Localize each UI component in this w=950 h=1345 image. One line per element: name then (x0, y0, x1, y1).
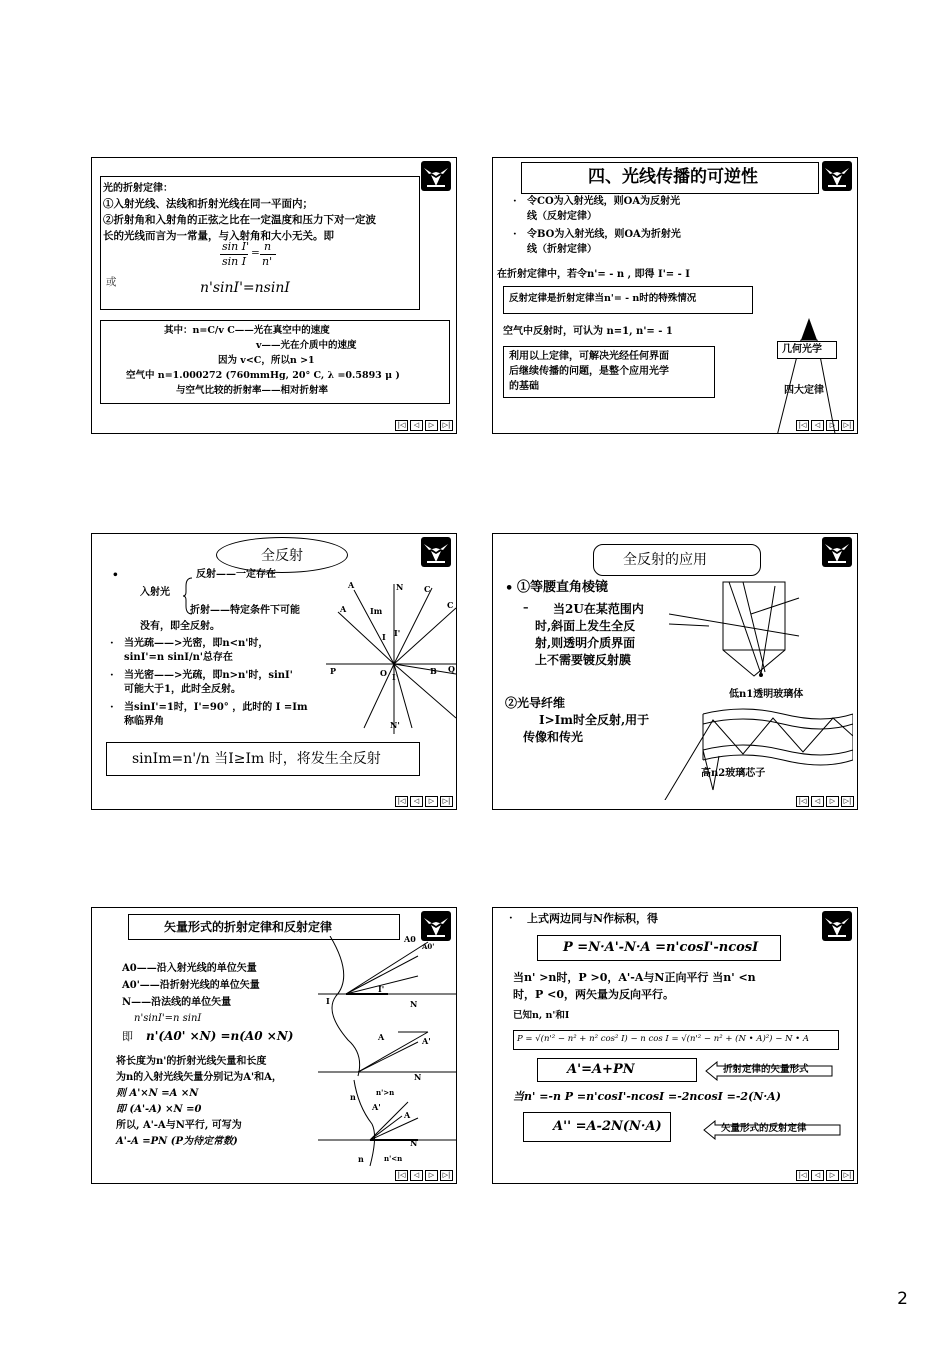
special-case-text: 反射定律是折射定律当n'= - n时的特殊情况 (509, 293, 697, 304)
vd-n2: n (358, 1154, 364, 1164)
reverse-line-4: 空气中反射时，可认为 n=1, n'= - 1 (503, 326, 673, 337)
page-number: 2 (897, 1289, 908, 1309)
logo-icon (822, 161, 852, 191)
reverse-line-3: 在折射定律中，若令n'= - n , 即得 I'= - I (497, 269, 690, 280)
slide-vector-laws (91, 907, 457, 1184)
law-title: 光的折射定律： (103, 183, 173, 194)
vd-Ap: A' (422, 1036, 431, 1046)
vd-A0: A0 (404, 934, 416, 944)
first-slide-button[interactable]: |◁ (796, 420, 809, 431)
bullet-0: • (112, 569, 119, 581)
sign-line-1: 当n' >n时，P >0，A'-A与N正向平行 当n' <n (513, 971, 756, 984)
incident-label: 入射光 (140, 587, 170, 598)
vector-3: 则 A'×N =A ×N (116, 1088, 199, 1099)
snell-law: n'sinI'=n sinI (134, 1013, 202, 1024)
bullet-2: · (110, 669, 114, 681)
sign-line-2: 时，P <0，两矢量为反向平行。 (513, 988, 674, 1001)
vector-1: 将长度为n'的折射光线矢量和长度 (116, 1056, 267, 1067)
def-4: 空气中 n=1.000272 (760mmHg, 20° C, λ =0.5893 μ ) (126, 370, 400, 381)
prism-desc-2: 时,斜面上发生全反 (535, 619, 636, 633)
slide-nav (395, 796, 453, 807)
vd-nlt: n'<n (384, 1154, 403, 1163)
next-slide-button[interactable]: ▷ (425, 420, 438, 431)
refraction-vector-label: 折射定律的矢量形式 (723, 1064, 809, 1075)
prism-desc-1: 当2U在某范围内 (553, 602, 644, 616)
reverse-line-2: 令BO为入射光线，则OA为折射光 (527, 229, 681, 240)
bullet-prism: • (505, 581, 514, 596)
logo-icon (822, 911, 852, 941)
prism-desc-3: 射,则透明介质界面 (535, 636, 636, 650)
slide-reversibility (492, 157, 858, 434)
point-2b: 可能大于1，此时全反射。 (124, 684, 241, 695)
vd-Ap2: A' (372, 1102, 381, 1112)
diagram-label-Np: N' (390, 720, 400, 730)
foundation-3: 的基础 (509, 381, 539, 392)
def-n: N——沿法线的单位矢量 (122, 997, 232, 1008)
vd-N3: N (410, 1138, 418, 1148)
first-slide-button[interactable]: |◁ (395, 796, 408, 807)
slide-nav (796, 420, 854, 431)
diagram-label-B: B (430, 666, 437, 676)
vector-4: 即 (A'-A) ×N =0 (116, 1104, 202, 1115)
vd-Ip: I' (378, 984, 385, 994)
snell-formula: n'sinI'=nsinI (200, 280, 290, 296)
optics-pyramid-diagram (771, 314, 851, 434)
slide-total-reflection (91, 533, 457, 810)
slide-title: 矢量形式的折射定律和反射定律 (164, 920, 333, 934)
four-laws-text: 四大定律 (784, 385, 824, 396)
slide-nav (395, 1170, 453, 1181)
vector-6: A'-A =PN (P为待定常数) (116, 1136, 238, 1147)
or-label: 或 (106, 276, 117, 288)
next-slide-button[interactable]: ▷ (425, 1170, 438, 1181)
point-1b: sinI'=n sinI/n'总存在 (124, 652, 233, 663)
ji-label: 即 (122, 1030, 133, 1043)
refraction-label-2: 没有，即全反射。 (140, 621, 220, 632)
def-2: v——光在介质中的速度 (256, 340, 357, 351)
vector-2: 为n的入射光线矢量分别记为A'和A， (116, 1072, 282, 1083)
diagram-label-Ip2: I' (392, 672, 399, 682)
bullet-3: · (110, 701, 114, 713)
point-3: 当sinI'=1时，I'=90° ，此时的 I =Im (124, 702, 308, 713)
def-1: 其中：n=C/v C——光在真空中的速度 (164, 325, 330, 336)
slide-refraction-law (91, 157, 457, 434)
frac-top-left: sin I' (222, 240, 250, 253)
law-line-3: 长的光线而言为一常量，与入射角和大小无关。即 (103, 230, 334, 242)
prev-slide-button[interactable]: ◁ (410, 796, 423, 807)
diagram-label-I: I (382, 632, 386, 642)
diagram-label-P: P (330, 666, 337, 676)
diagram-label-C: C (424, 584, 431, 594)
first-slide-button[interactable]: |◁ (796, 796, 809, 807)
high-index-label: 高n2玻璃芯子 (701, 768, 766, 779)
logo-icon (421, 161, 451, 191)
vector-5: 所以, A'-A与N平行, 可写为 (116, 1120, 242, 1131)
slide-nav (796, 1170, 854, 1181)
vd-A2: A (404, 1110, 411, 1120)
known-values: 已知n, n'和I (513, 1010, 570, 1021)
p-expansion: P = √(n'² − n² + n² cos² I) − n cos I = √(n'² − n² + (N • A)²) − N • A (517, 1034, 810, 1044)
diagram-label-Im: Im (370, 606, 383, 616)
diagram-label-O: O (380, 668, 387, 678)
optical-fiber-diagram (653, 700, 853, 800)
bullet-1: · (513, 195, 517, 207)
reflection-derivation: 当n' =-n P =n'cosI'-ncosI =-2ncosI =-2(N·A) (513, 1090, 781, 1103)
vd-N1: N (410, 999, 418, 1009)
last-slide-button[interactable]: ▷| (841, 420, 854, 431)
next-slide-button[interactable]: ▷ (826, 420, 839, 431)
fiber-desc-2: 传像和传光 (523, 730, 584, 744)
fiber-desc-1: I>Im时全反射,用于 (539, 713, 650, 727)
fiber-heading: ②光导纤维 (505, 696, 566, 710)
point-1: 当光疏——>光密，即n<n'时， (124, 638, 269, 649)
vd-ngt: n'>n (376, 1088, 395, 1097)
foundation-1: 利用以上定律，可解决光经任何界面 (509, 351, 669, 362)
slide-nav (796, 796, 854, 807)
slide-title-bubble: 全反射 (216, 537, 348, 573)
frac-bottom-left: sin I (222, 255, 247, 268)
last-slide-button[interactable]: ▷| (440, 796, 453, 807)
last-slide-button[interactable]: ▷| (841, 1170, 854, 1181)
p-formula: P =N·A'-N·A =n'cosI'-ncosI (563, 940, 759, 955)
frac-equals: = (251, 247, 260, 259)
frac-top-right: n (264, 240, 272, 253)
first-slide-button[interactable]: |◁ (395, 420, 408, 431)
next-slide-button[interactable]: ▷ (826, 1170, 839, 1181)
slide-title: 全反射的应用 (623, 552, 707, 568)
slide-total-reflection-applications (492, 533, 858, 810)
slide-title: 四、光线传播的可逆性 (588, 167, 758, 187)
reflection-vector-formula: A'' =A-2N(N·A) (553, 1119, 662, 1134)
prev-slide-button[interactable]: ◁ (811, 420, 824, 431)
bullet: · (509, 912, 513, 924)
bullet-1: · (110, 637, 114, 649)
diagram-label-N: N (396, 582, 404, 592)
geometric-optics-text: 几何光学 (782, 344, 822, 355)
vd-N2: N (414, 1072, 422, 1082)
next-slide-button[interactable]: ▷ (425, 796, 438, 807)
law-line-1: ①入射光线、法线和折射光线在同一平面内； (103, 198, 313, 210)
foundation-2: 后继续传播的问题，是整个应用光学 (509, 366, 669, 377)
low-index-label: 低n1透明玻璃体 (729, 689, 804, 700)
bullet-2: · (513, 228, 517, 240)
first-slide-button[interactable]: |◁ (395, 1170, 408, 1181)
prev-slide-button[interactable]: ◁ (410, 1170, 423, 1181)
def-a0: A0——沿入射光线的单位矢量 (122, 963, 257, 974)
refraction-vector-formula: A'=A+PN (567, 1062, 635, 1077)
reflection-label: 反射——一定存在 (196, 569, 276, 580)
diagram-label-Ip: I' (394, 628, 401, 638)
last-slide-button[interactable]: ▷| (440, 1170, 453, 1181)
point-2: 当光密——>光疏，即n>n'时，sinI' (124, 670, 293, 681)
dash: – (523, 601, 529, 614)
diagram-label-A1: A (348, 580, 355, 590)
logo-icon (421, 537, 451, 567)
last-slide-button[interactable]: ▷| (841, 796, 854, 807)
def-a0p: A0'——沿折射光线的单位矢量 (122, 980, 260, 991)
frac-bottom-right: n' (262, 255, 273, 268)
slide-nav (395, 420, 453, 431)
reverse-line-1b: 线（反射定律） (527, 211, 597, 222)
dot-product-intro: 上式两边同与N作标积，得 (527, 912, 659, 925)
first-slide-button[interactable]: |◁ (796, 1170, 809, 1181)
diagram-label-A2: A (340, 604, 347, 614)
vector-diagram (318, 936, 457, 1176)
reverse-line-2b: 线（折射定律） (527, 244, 597, 255)
reflection-vector-label: 矢量形式的反射定律 (721, 1123, 807, 1134)
total-reflection-diagram (324, 578, 457, 738)
prev-slide-button[interactable]: ◁ (811, 796, 824, 807)
logo-icon (822, 537, 852, 567)
prism-diagram (669, 574, 809, 684)
last-slide-button[interactable]: ▷| (440, 420, 453, 431)
def-3: 因为 v<C，所以n >1 (218, 355, 315, 366)
slide-vector-derivation (492, 907, 858, 1184)
vd-A: A (378, 1032, 385, 1042)
diagram-label-Q: Q (448, 664, 455, 674)
vd-I: I (326, 996, 330, 1006)
law-line-2: ②折射角和入射角的正弦之比在一定温度和压力下对一定波 (103, 214, 376, 226)
vd-A0p: A0' (422, 942, 435, 951)
cross-product-law: n'(A0' ×N) =n(A0 ×N) (146, 1029, 294, 1043)
prev-slide-button[interactable]: ◁ (811, 1170, 824, 1181)
prism-desc-4: 上不需要镀反射膜 (535, 653, 632, 667)
critical-angle-formula: sinIm=n'/n 当I≥Im 时，将发生全反射 (132, 751, 381, 767)
prism-heading: ①等腰直角棱镜 (517, 580, 609, 595)
diagram-label-Ca: C (447, 600, 454, 610)
reverse-line-1: 令CO为入射光线，则OA为反射光 (527, 196, 681, 207)
vd-n: n (350, 1092, 356, 1102)
prev-slide-button[interactable]: ◁ (410, 420, 423, 431)
point-3b: 称临界角 (124, 716, 164, 727)
refraction-label: 折射——特定条件下可能 (190, 605, 300, 616)
next-slide-button[interactable]: ▷ (826, 796, 839, 807)
def-5: 与空气比较的折射率——相对折射率 (176, 385, 329, 396)
